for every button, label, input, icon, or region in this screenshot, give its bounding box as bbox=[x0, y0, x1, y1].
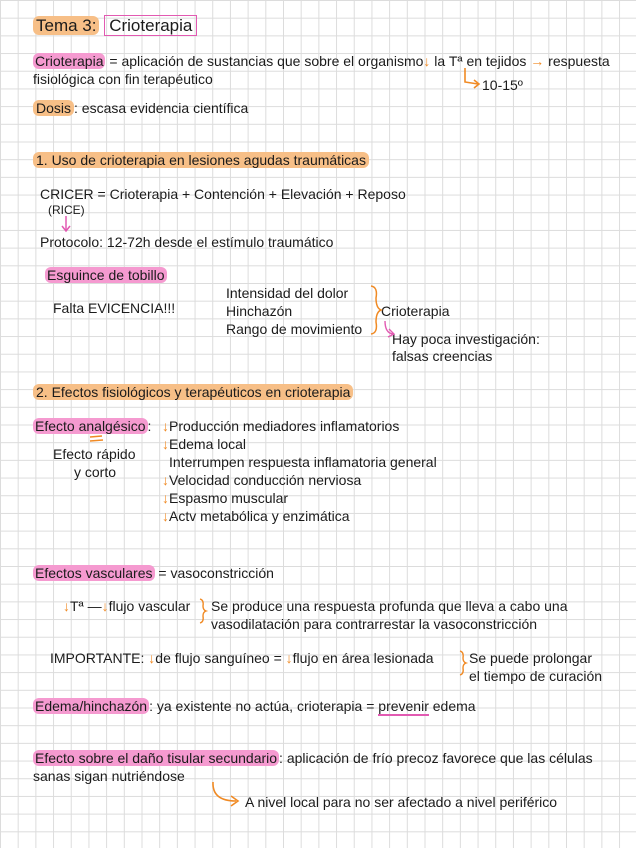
edema-term: Edema/hinchazón bbox=[35, 698, 148, 714]
arrow-down-icon: ↓ bbox=[63, 598, 70, 614]
note-investigacion: Hay poca investigación: bbox=[392, 331, 540, 347]
arrow-down-icon: ↓ bbox=[101, 598, 109, 614]
cricer-line: CRICER = Crioterapia + Contención + Elevación + Reposo bbox=[40, 186, 406, 202]
effect-item-6: ↓Actv metabólica y enzimática bbox=[162, 508, 350, 524]
arrow-down-icon: ↓ bbox=[285, 650, 293, 666]
damage-result: A nivel local para no ser afectado a nivel periférico bbox=[245, 794, 558, 810]
prevenir-word: prevenir bbox=[378, 698, 429, 714]
arrow-result-connector bbox=[213, 782, 236, 801]
analgesic-term: Efecto analgésico bbox=[35, 418, 146, 434]
vascular-term: Efectos vasculares bbox=[35, 565, 153, 581]
falta-evidencia: Falta EVICENCIA!!! bbox=[53, 300, 176, 316]
vascular-desc-2: vasodilatación para contrarrestar la vasoconstricción bbox=[211, 616, 538, 632]
damage-term: Efecto sobre el daño tisular secundario bbox=[35, 750, 278, 766]
vascular-desc-1: Se produce una respuesta profunda que lleva a cabo una bbox=[211, 598, 568, 614]
effect-item-3: Interrumpen respuesta inflamatoria general bbox=[169, 454, 437, 470]
arrow-down-icon: ↓ bbox=[162, 508, 169, 524]
item-hinchazon: Hinchazón bbox=[226, 303, 293, 319]
important-note-1: Se puede prolongar bbox=[469, 650, 592, 666]
damage-line: Efecto sobre el daño tisular secundario : aplicación de frío precoz favorece que las células bbox=[35, 750, 593, 766]
fast-effect-1: Efecto rápido bbox=[53, 446, 136, 462]
vascular-line: Efectos vasculares = vasoconstricción bbox=[35, 565, 274, 581]
brace-icon bbox=[460, 651, 466, 675]
arrow-down-icon: ↓ bbox=[162, 490, 169, 506]
section-2-heading: 2. Efectos fisiológicos y terapéuticos en crioterapia bbox=[33, 384, 353, 401]
damage-line-2: sanas sigan nutriéndose bbox=[33, 768, 185, 784]
item-rango: Rango de movimiento bbox=[226, 321, 363, 337]
arrow-down-icon: ↓ bbox=[423, 53, 431, 69]
dosis-term: Dosis bbox=[33, 100, 74, 116]
title-label: Tema 3: bbox=[33, 16, 99, 35]
definition-line-2: fisiológica con fin terapéutico bbox=[33, 71, 213, 87]
fast-effect-2: y corto bbox=[74, 464, 117, 480]
title-topic: Crioterapia bbox=[104, 15, 197, 36]
section-1-heading: 1. Uso de crioterapia en lesiones agudas traumáticas bbox=[33, 152, 369, 169]
effect-item-1: ↓Producción mediadores inflamatorios bbox=[162, 418, 400, 434]
arrow-down-icon: ↓ bbox=[162, 436, 169, 452]
page-title bbox=[33, 16, 197, 36]
effect-item-5: ↓Espasmo muscular bbox=[162, 490, 289, 506]
brace-icon bbox=[200, 599, 206, 623]
definition-term: Crioterapia bbox=[35, 53, 104, 69]
brace-icon bbox=[371, 286, 381, 334]
effect-item-4: ↓Velocidad conducción nerviosa bbox=[162, 472, 362, 488]
esguince-heading: Esguince de tobillo bbox=[47, 267, 165, 283]
protocol-line: Protocolo: 12-72h desde el estímulo traumático bbox=[40, 234, 334, 250]
arrow-right-icon: → bbox=[530, 53, 545, 69]
arrow-down-icon: ↓ bbox=[148, 650, 156, 666]
edema-line: Edema/hinchazón : ya existente no actúa, crioterapia = prevenir edema bbox=[35, 698, 476, 714]
definition-line-1: Crioterapia = aplicación de sustancias que sobre el organismo↓ la Tª en tejidos → respuesta bbox=[35, 53, 610, 69]
crioterapia-result: Crioterapia bbox=[381, 303, 450, 319]
item-intensidad: Intensidad del dolor bbox=[226, 285, 349, 301]
dosis-line: Dosis : escasa evidencia científica bbox=[33, 100, 248, 117]
rice-label: (RICE) bbox=[48, 203, 85, 217]
equals-icon bbox=[90, 436, 103, 441]
arrow-range-connector bbox=[465, 68, 478, 84]
arrow-down-icon: ↓ bbox=[162, 472, 169, 488]
analgesic-label: Efecto analgésico : bbox=[35, 418, 152, 434]
arrow-down-icon: ↓ bbox=[162, 418, 169, 434]
note-creencias: falsas creencias bbox=[392, 348, 493, 364]
important-line: IMPORTANTE: ↓de flujo sanguíneo = ↓flujo en área lesionada bbox=[50, 650, 434, 666]
effect-item-2: ↓Edema local bbox=[162, 436, 247, 452]
vascular-flow: ↓Tª —↓flujo vascular bbox=[63, 598, 191, 614]
temperature-range: 10-15º bbox=[482, 77, 523, 93]
important-note-2: el tiempo de curación bbox=[469, 668, 603, 684]
